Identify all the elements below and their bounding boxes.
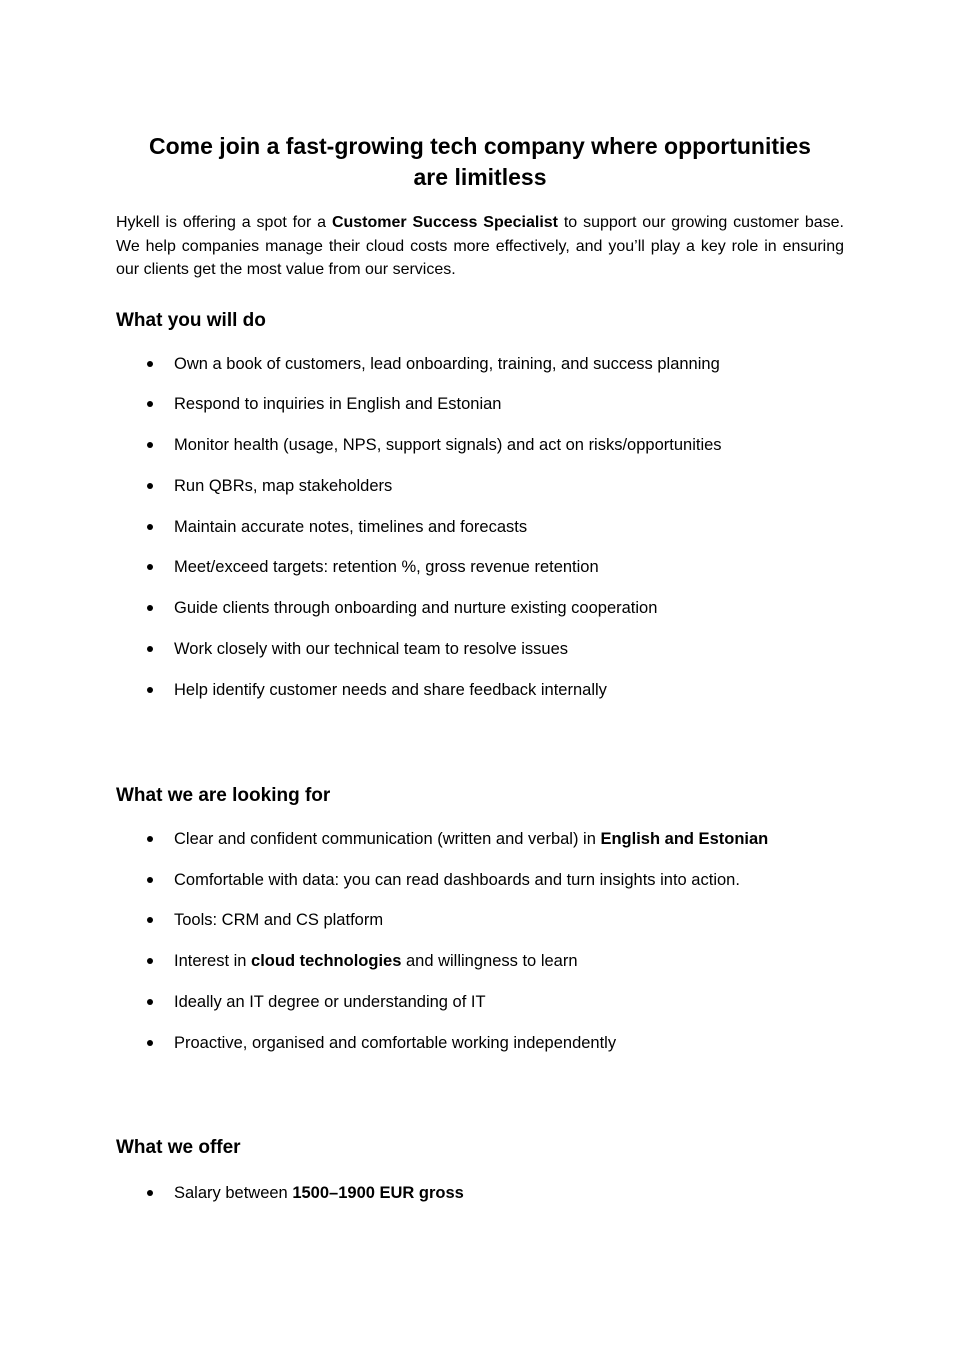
list-item	[116, 475, 844, 497]
list-item	[116, 1182, 844, 1204]
bullet-icon	[147, 401, 153, 407]
list-item	[116, 828, 844, 850]
list-item-text: Comfortable with data: you can read dashboards and turn insights into action.	[174, 870, 740, 889]
bullet-icon	[147, 836, 153, 842]
list-item-text: Work closely with our technical team to resolve issues	[174, 640, 569, 659]
bullet-icon	[147, 1040, 153, 1046]
list-item-text: Tools: CRM and CS platform	[174, 911, 384, 930]
bullet-icon	[147, 1190, 153, 1196]
bullet-icon	[147, 877, 153, 883]
list-item-text: Maintain accurate notes, timelines and forecasts	[174, 517, 528, 536]
bullet-icon	[147, 646, 153, 652]
list-item-text: Interest in	[174, 952, 252, 971]
bullet-icon	[147, 442, 153, 448]
job-posting-page	[116, 131, 844, 1204]
salary-range: 1500–1900 EUR gross	[292, 1183, 464, 1202]
section-heading-what-we-are-looking-for: What we are looking for	[116, 784, 331, 806]
list-item	[116, 869, 844, 891]
list-item-text: Proactive, organised and comfortable working independently	[174, 1033, 617, 1052]
list-item-text: Clear and confident communication (written and verbal) in	[174, 829, 601, 848]
bullet-icon	[147, 361, 153, 367]
list-item-text-end: and willingness to learn	[401, 952, 578, 971]
list-item	[116, 950, 844, 972]
list-item-text: Respond to inquiries in English and Estonian	[174, 395, 502, 414]
list-item	[116, 434, 844, 456]
intro-text-end: to support our growing customer base. We help companies manage their cloud costs more effectively, and you’ll play a key role in ensuring our clients get the most value from our services.	[116, 214, 844, 278]
bullet-icon	[147, 483, 153, 489]
list-item	[116, 556, 844, 578]
responsibilities-list	[116, 353, 844, 701]
list-item	[116, 679, 844, 701]
role-name: Customer Success Specialist	[331, 214, 558, 231]
list-item	[116, 516, 844, 538]
list-item	[116, 1032, 844, 1054]
list-item	[116, 353, 844, 375]
list-item-text: Own a book of customers, lead onboarding, training, and success planning	[174, 354, 720, 373]
list-item-text: Salary between	[174, 1183, 293, 1202]
list-item	[116, 991, 844, 1013]
list-item-text: Meet/exceed targets: retention %, gross revenue retention	[174, 558, 599, 577]
section-heading-what-you-will-do: What you will do	[116, 309, 266, 331]
list-item-text: Run QBRs, map stakeholders	[174, 476, 393, 495]
page-title: Come join a fast-growing tech company where opportunities are limitless	[149, 133, 811, 190]
bullet-icon	[147, 524, 153, 530]
bullet-icon	[147, 958, 153, 964]
list-item	[116, 909, 844, 931]
bullet-icon	[147, 687, 153, 693]
requirements-list	[116, 828, 844, 1054]
list-item-text: Ideally an IT degree or understanding of IT	[174, 993, 486, 1012]
bullet-icon	[147, 917, 153, 923]
section-heading-what-we-offer: What we offer	[116, 1136, 241, 1158]
intro-text-start: Hykell is offering a spot for a	[116, 214, 332, 231]
list-item	[116, 597, 844, 619]
bullet-icon	[147, 999, 153, 1005]
list-item	[116, 393, 844, 415]
list-item	[116, 638, 844, 660]
offer-list	[116, 1182, 844, 1204]
bullet-icon	[147, 605, 153, 611]
intro-paragraph	[116, 211, 844, 282]
list-item-text: Help identify customer needs and share feedback internally	[174, 680, 607, 699]
bullet-icon	[147, 564, 153, 570]
list-item-emphasis: cloud technologies	[251, 952, 402, 971]
list-item-text: Monitor health (usage, NPS, support signals) and act on risks/opportunities	[174, 436, 722, 455]
list-item-text: Guide clients through onboarding and nurture existing cooperation	[174, 599, 658, 618]
list-item-emphasis: English and Estonian	[600, 829, 769, 848]
